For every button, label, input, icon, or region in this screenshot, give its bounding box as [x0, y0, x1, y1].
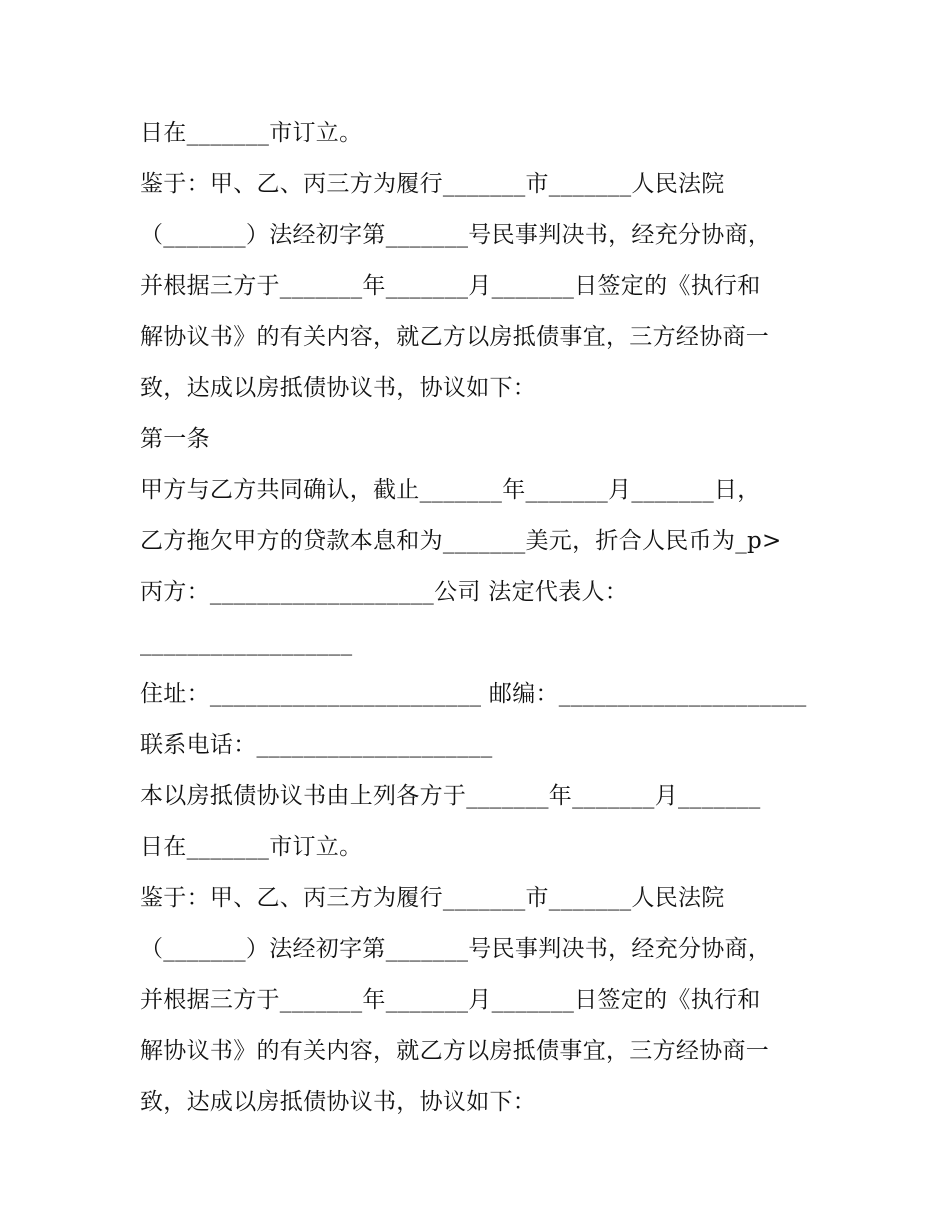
phone-line: 联系电话：____________________ — [140, 732, 493, 758]
party-c-line: 丙方：___________________公司 法定代表人： — [140, 579, 629, 605]
text-line: 解协议书》的有关内容，就乙方以房抵债事宜，三方经协商一 — [140, 324, 770, 350]
text-line: 鉴于：甲、乙、丙三方为履行_______市_______人民法院 — [140, 885, 725, 911]
text-line: 致，达成以房抵债协议书，协议如下： — [140, 375, 537, 401]
text-line: 日在_______市订立。 — [140, 120, 363, 146]
address-postcode-line: 住址：_______________________ 邮编：_____________________ — [140, 681, 807, 707]
text-line: 乙方拖欠甲方的贷款本息和为_______美元，折合人民币为_p> — [140, 528, 782, 554]
article-heading: 第一条 — [140, 426, 210, 452]
blank-line: __________________ — [140, 630, 353, 656]
text-line: 本以房抵债协议书由上列各方于_______年_______月_______ — [140, 783, 761, 809]
text-line: 致，达成以房抵债协议书，协议如下： — [140, 1089, 537, 1115]
text-line: 日在_______市订立。 — [140, 834, 363, 860]
document-body — [140, 108, 820, 1128]
text-line: （_______）法经初字第_______号民事判决书，经充分协商， — [140, 936, 772, 962]
text-line: 甲方与乙方共同确认，截止_______年_______月_______日， — [140, 477, 761, 503]
text-line: 并根据三方于_______年_______月_______日签定的《执行和 — [140, 273, 761, 299]
text-line: 并根据三方于_______年_______月_______日签定的《执行和 — [140, 987, 761, 1013]
text-line: （_______）法经初字第_______号民事判决书，经充分协商， — [140, 222, 772, 248]
text-line: 鉴于：甲、乙、丙三方为履行_______市_______人民法院 — [140, 171, 725, 197]
text-line: 解协议书》的有关内容，就乙方以房抵债事宜，三方经协商一 — [140, 1038, 770, 1064]
